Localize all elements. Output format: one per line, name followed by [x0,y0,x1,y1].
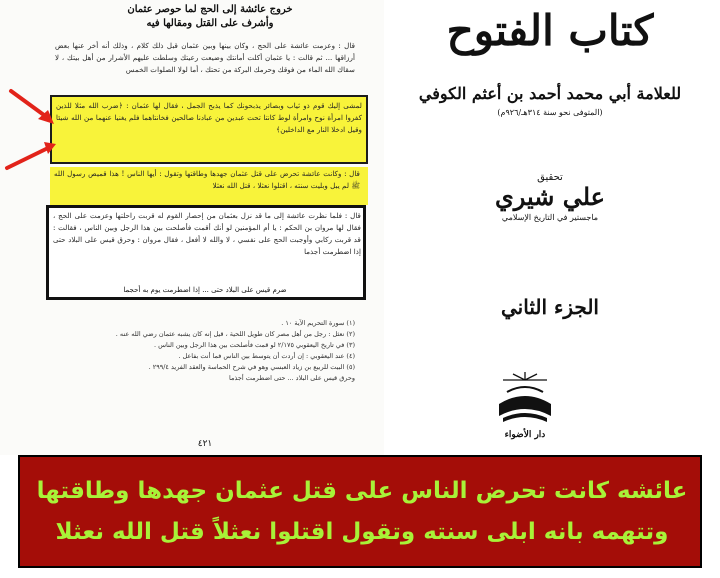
highlight-box-1 [50,95,368,164]
caption-line-1: عائشه كانت تحرض الناس على قتل عثمان جهدها وطاقتها [36,478,688,504]
footnote: وحرق قيس على البلاد ... حتى اضطرمت أجذما [229,374,355,382]
editor-description: ماجستير في التاريخ الإسلامي [501,213,599,222]
book-title: كتاب الفتوح [446,6,654,55]
caption-line-2: وتتهمه بانه ابلى سنته وتقول اقتلوا نعثلاً قتل الله نعثلا [55,519,669,545]
arrow-icon [8,88,58,132]
book-editor: علي شيري [494,182,605,211]
caption-banner [18,455,702,568]
left-book-page [0,0,384,455]
editor-label: تحقيق [537,172,563,183]
boxed-paragraph: قال : فلما نظرت عائشة إلى ما قد نزل بعثمان من إحصار القوم له قربت راحلتها وعزمت على الحج ، فقال لها مروان بن الحكم : يا أم المؤمنين لو أنك أقمت فأصلحت بين هذا الرجل وبين الناس ، فقالت : قد قربت ركابي وأوجبت الحج على نفسي ، لا والله لا أفعل ، فقال مروان : وحرق قيس على البلاد حتى إذا اضطرمت أجذما [53,211,361,256]
poem-line: ضرم قيس على البلاد حتى ... إذا اضطرمت يوم به أحجما [123,286,287,294]
highlight-box-2 [50,167,368,205]
publisher-name: دار الأضواء [504,430,546,440]
footnotes [55,318,355,384]
footnote: (١) سورة التحريم الآية ١٠ . [281,319,355,327]
highlighted-paragraph-1: لمشى إليك قوم ذو ثياب وبصائر يذبحونك كما يذبح الجمل ، فقال لها عثمان : ﴿ضرب الله مثلا للذين كفروا امرأة نوح وامرأة لوط كانتا تحت عبدين من عبادنا صالحين فخانتاهما فلم يغنيا عنهما من الله شيئا وقيل ادخلا النار مع الداخلين﴾ [56,101,362,134]
highlighted-paragraph-2: قال : وكانت عائشة تحرض على قتل عثمان جهدها وطاقتها وتقول : أيها الناس ! هذا قميص رسول الله ﷺ لم يبل وبليت سنته ، اقتلوا نعثلا ، قتل الله نعثلا [54,169,360,190]
footnote: (٢) نعثل : رجل من أهل مصر كان طويل اللحية ، قيل إنه كان يشبه عثمان رضي الله عنه . [115,330,355,338]
book-volume: الجزء الثاني [501,295,599,319]
footnote: (٤) عند اليعقوبي : إن أردت أن يتوسط بين الناس فما أنت بفاعل . [178,352,355,360]
paragraph-1: قال : وعزمت عائشة على الحج ، وكان بينها وبين عثمان قبل ذلك كلام ، وذلك أنه أخر عنها بعض أرزاقها ... ثم قالت : يا عثمان أكلت أمانتك وضيعت رعيتك وسلطت عليهم الأشرار من أهل بيتك ، لا سقاك الله الماء من فوقك وحرمك البركة من تحتك ، أما لولا الصلوات الخمس [55,41,355,74]
footnote: (٥) البيت للربيع بن زياد العبسي وهو في شرح الحماسة والعقد الفريد ٢٩٩/٤ . [148,363,355,371]
arrow-icon [4,140,60,172]
author-death-note: (المتوفى نحو سنة ٣١٤هـ/٩٢٦م) [497,108,603,117]
chapter-header-1: خروج عائشة إلى الحج لما حوصر عثمان [127,4,293,15]
footnote: (٣) في تاريخ اليعقوبي ٢/١٧٥ لو قمت فأصلحت بين هذا الرجل وبين الناس . [153,341,355,349]
page-number: ٤٢١ [197,439,213,449]
book-author: للعلامة أبي محمد أحمد بن أعثم الكوفي [418,84,682,103]
chapter-header-2: وأشرف على القتل ومقالها فيه [146,18,274,29]
